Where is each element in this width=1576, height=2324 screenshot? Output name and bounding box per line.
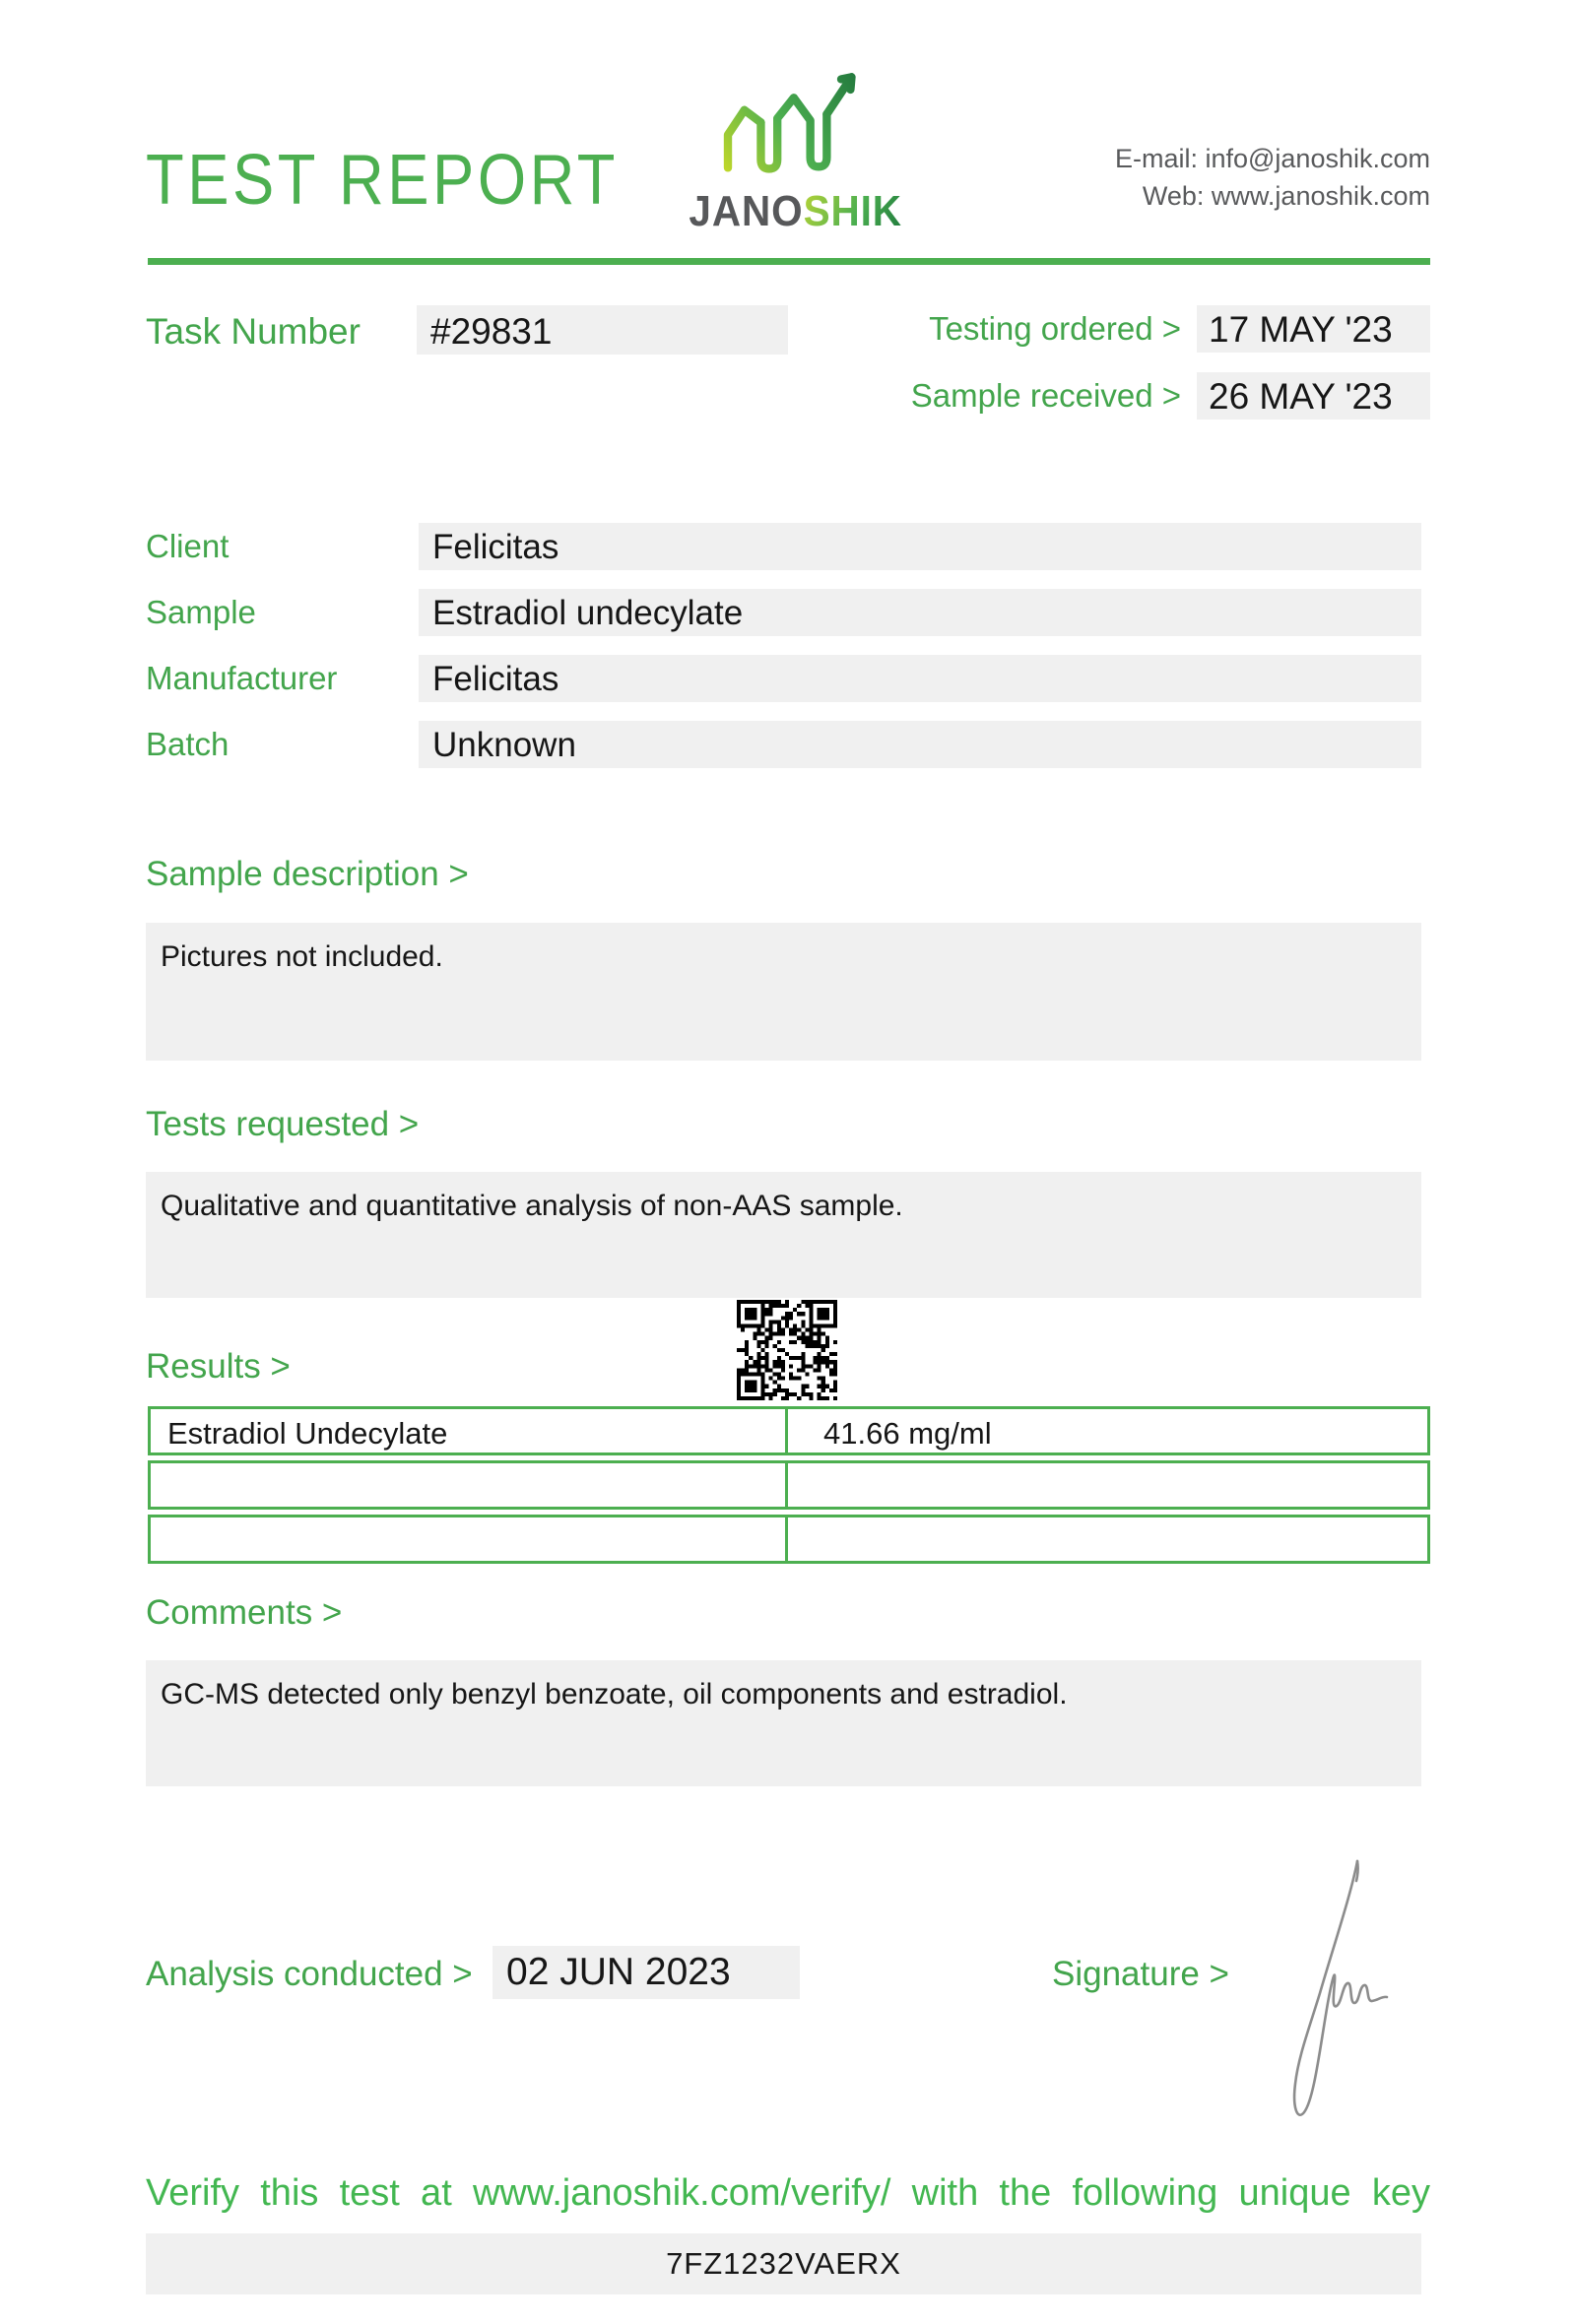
sample-description-heading: Sample description > [146,855,469,893]
tests-requested-heading: Tests requested > [146,1105,420,1143]
result-name-cell [148,1460,788,1510]
verify-text: Verify this test at www.janoshik.com/verify/ with the following unique key [146,2172,1430,2214]
result-name-cell: Estradiol Undecylate [148,1406,788,1455]
comments-heading: Comments > [146,1593,343,1632]
janoshik-logo [678,69,914,236]
email-line: E-mail: info@janoshik.com [1114,144,1430,173]
task-number-value: #29831 [417,305,788,355]
manufacturer-value: Felicitas [419,655,1421,702]
result-value-cell: 41.66 mg/ml [785,1406,1430,1455]
comments-box: GC-MS detected only benzyl benzoate, oil components and estradiol. [146,1660,1421,1786]
sample-received-value: 26 MAY '23 [1197,372,1430,420]
sample-description-box: Pictures not included. [146,923,1421,1061]
results-table [148,1406,1430,1569]
tests-requested-box: Qualitative and quantitative analysis of non-AAS sample. [146,1172,1421,1298]
analysis-conducted-label: Analysis conducted > [146,1955,473,1993]
result-value-cell [785,1515,1430,1564]
unique-key-box [146,2233,1421,2294]
logo-jano: JANO [689,187,804,235]
logo-shik: SHIK [803,187,903,235]
page-title: TEST REPORT [146,141,619,220]
result-name-cell [148,1515,788,1564]
qr-code [737,1300,837,1400]
web-line: Web: www.janoshik.com [1142,181,1430,211]
analysis-conducted-value: 02 JUN 2023 [492,1946,800,1999]
growth-chart-icon [712,69,880,182]
client-value: Felicitas [419,523,1421,570]
batch-label: Batch [146,726,230,762]
result-value-cell [785,1460,1430,1510]
testing-ordered-value: 17 MAY '23 [1197,305,1430,353]
contact-block [1115,140,1430,215]
table-row [148,1406,1430,1455]
signature-label: Signature > [1052,1955,1229,1993]
logo-wordmark [690,187,903,236]
client-label: Client [146,528,230,564]
table-row [148,1460,1430,1510]
sample-received-row [911,372,1430,420]
testing-ordered-row [929,305,1430,353]
unique-key: 7FZ1232VAERX [666,2246,901,2281]
testing-ordered-label: Testing ordered > [929,310,1181,347]
sample-received-label: Sample received > [910,377,1181,414]
sample-label: Sample [146,594,256,630]
header-divider [148,258,1430,265]
sample-value: Estradiol undecylate [419,589,1421,636]
manufacturer-label: Manufacturer [146,660,338,696]
batch-value: Unknown [419,721,1421,768]
table-row [148,1515,1430,1564]
results-heading: Results > [146,1347,291,1386]
signature-image [1263,1855,1391,2136]
task-number-label: Task Number [146,311,361,352]
